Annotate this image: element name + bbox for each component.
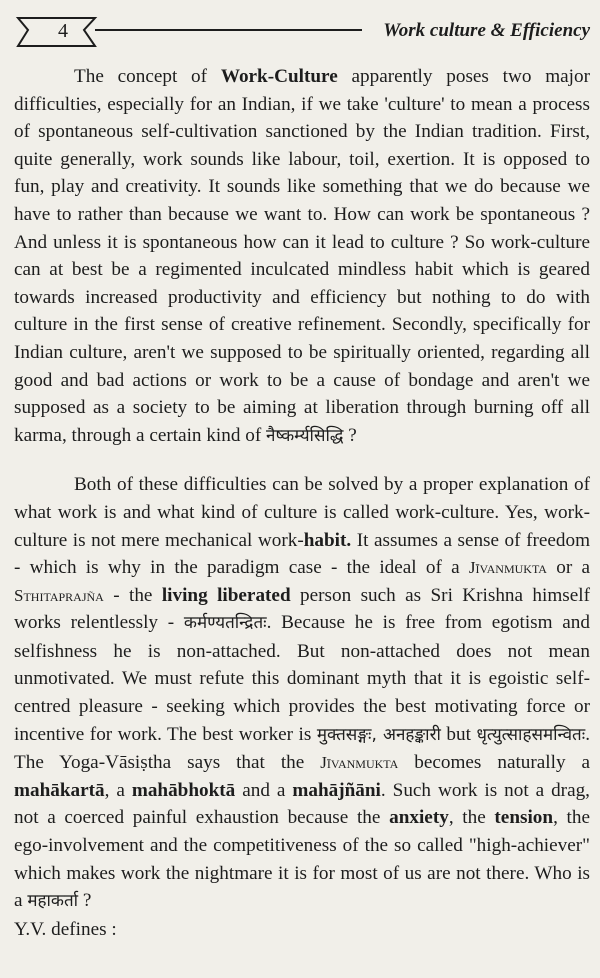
sanskrit-term: कर्मण्यतन्द्रितः bbox=[183, 613, 267, 634]
running-head: Work culture & Efficiency bbox=[383, 20, 590, 41]
text-run: . Such work is not a drag, not a coerced painful exhaustion because the bbox=[14, 779, 590, 829]
text-run: or a bbox=[546, 557, 590, 579]
term-living-liberated: living liberated bbox=[161, 584, 291, 606]
text-run: Both of these difficulties can be solved by a proper explanation of what work is and what kind of culture is called work-culture. Yes, work-culture is not mere mechanical work- bbox=[14, 474, 590, 551]
text-run: and a bbox=[235, 779, 293, 801]
paragraph-1 bbox=[14, 63, 590, 450]
text-run: , a bbox=[104, 779, 132, 801]
sanskrit-term: नैष्कर्म्यसिद्धि bbox=[266, 425, 344, 446]
term-jivanmukta: Jīvanmukta bbox=[320, 753, 399, 773]
term-work-culture: Work-Culture bbox=[220, 66, 338, 87]
term-sthitaprajna: Sthitaprajña bbox=[14, 585, 104, 605]
term-jivanmukta: Jīvanmukta bbox=[468, 558, 547, 578]
term-mahabhokta: mahābhoktā bbox=[131, 779, 236, 801]
page-header bbox=[0, 0, 600, 60]
text-run: , the ego-involvement and the competitiveness of the so called "high-achiever" which makes work the nightmare it is for most of us are not there. Who is a bbox=[14, 807, 590, 912]
text-run: ? bbox=[343, 424, 357, 446]
term-anxiety: anxiety bbox=[389, 807, 449, 829]
text-run: apparently poses two major difficulties, especially for an Indian, if we take 'culture' to mean a process of spontaneous self-cultivation sanctioned by the Indian tradition. First, quite generally, work sounds like labour, toil, exertion. It is opposed to fun, play and creativity. It sounds like something that we do because we have to rather than because we want to. How can work be spontaneous ? And unless it is spontaneous how can it lead to culture ? So work-culture can at best be a regimented inculcated mindless habit which is geared towards increased productivity and efficiency but nothing to do with culture in the first sense of creative refinement. Secondly, specifically for Indian culture, aren't we supposed to be spiritually oriented, regarding all good and bad actions or work to be a cause of bondage and aren't we supposed as a society to be aiming at liberation through burning off all karma, through a certain kind of bbox=[14, 66, 590, 446]
text-run: , the bbox=[448, 807, 495, 829]
text-run: but bbox=[440, 723, 477, 745]
text-run: ? bbox=[78, 890, 92, 912]
term-tension: tension bbox=[494, 807, 554, 829]
term-habit: habit. bbox=[303, 529, 352, 551]
body-text bbox=[14, 63, 590, 943]
sanskrit-term: मुक्तसङ्गः, अनहङ्कारी bbox=[316, 724, 441, 745]
term-mahakarta: mahākartā bbox=[14, 779, 105, 801]
page-number: 4 bbox=[58, 20, 68, 42]
text-run: becomes naturally a bbox=[398, 752, 591, 774]
text-run: - the bbox=[103, 584, 162, 606]
text-run: . Because he is free from egotism and selfishness he is non-attached. But non-attached does not mean unmotivated. We must refute this dominant myth that it is egoistic self-centred pleasure - seeking which provides the best motivating force or incentive for work. The best worker is bbox=[14, 612, 590, 745]
sanskrit-term: धृत्युत्साहसमन्वितः bbox=[476, 724, 586, 745]
text-run: It assumes a sense of freedom - which is why in the paradigm case - the ideal of a bbox=[14, 529, 590, 579]
text-run: person such as Sri Krishna himself works relentlessly - bbox=[14, 584, 590, 634]
paragraph-2 bbox=[14, 471, 590, 916]
closing-line: Y.V. defines : bbox=[14, 918, 117, 940]
text-run: The concept of bbox=[74, 66, 221, 87]
term-mahajnani: mahājñāni bbox=[292, 779, 381, 801]
text-run: . The Yoga-Vāsiṣtha says that the bbox=[14, 723, 590, 774]
sanskrit-term: महाकर्ता bbox=[27, 891, 79, 912]
